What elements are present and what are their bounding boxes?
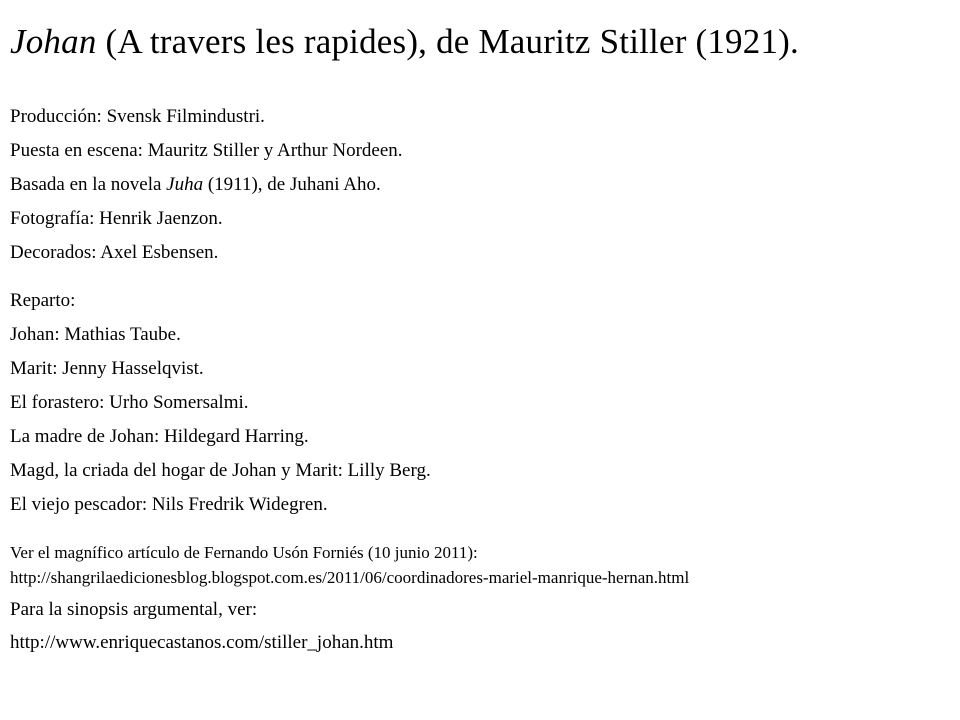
page-title [10,18,950,66]
basada-prefix: Basada en la novela [10,174,167,195]
novel-title: Juha [166,174,204,195]
credit-decorados: Decorados: Axel Esbensen. [10,242,219,263]
synopsis-url: http://www.enriquecastanos.com/stiller_johan.htm [10,632,394,653]
cast-item: Magd, la criada del hogar de Johan y Marit: Lilly Berg. [10,460,431,481]
article-reference [10,540,950,590]
cast-item: Johan: Mathias Taube. [10,324,181,345]
title-rest: (A travers les rapides), de Mauritz Stiller (1921). [96,22,799,61]
article-url: http://shangrilaedicionesblog.blogspot.com.es/2011/06/coordinadores-mariel-manrique-hernan.html [10,568,690,587]
cast-item: El viejo pescador: Nils Fredrik Widegren. [10,494,328,515]
cast-list [10,284,950,522]
title-film-name: Johan [10,22,97,61]
cast-item: El forastero: Urho Somersalmi. [10,392,249,413]
credit-puesta-en-escena: Puesta en escena: Mauritz Stiller y Arthur Nordeen. [10,140,403,161]
credit-fotografia: Fotografía: Henrik Jaenzon. [10,208,223,229]
document-page [10,18,950,659]
cast-item: Marit: Jenny Hasselqvist. [10,358,204,379]
credits-list [10,100,950,270]
synopsis-reference [10,593,950,659]
credit-basada [10,168,950,202]
cast-item: La madre de Johan: Hildegard Harring. [10,426,309,447]
synopsis-label: Para la sinopsis argumental, ver: [10,599,258,620]
cast-heading: Reparto: [10,290,76,311]
article-text: Ver el magnífico artículo de Fernando Usón Forniés (10 junio 2011): [10,543,478,562]
basada-suffix: (1911), de Juhani Aho. [203,174,381,195]
credit-produccion: Producción: Svensk Filmindustri. [10,106,265,127]
